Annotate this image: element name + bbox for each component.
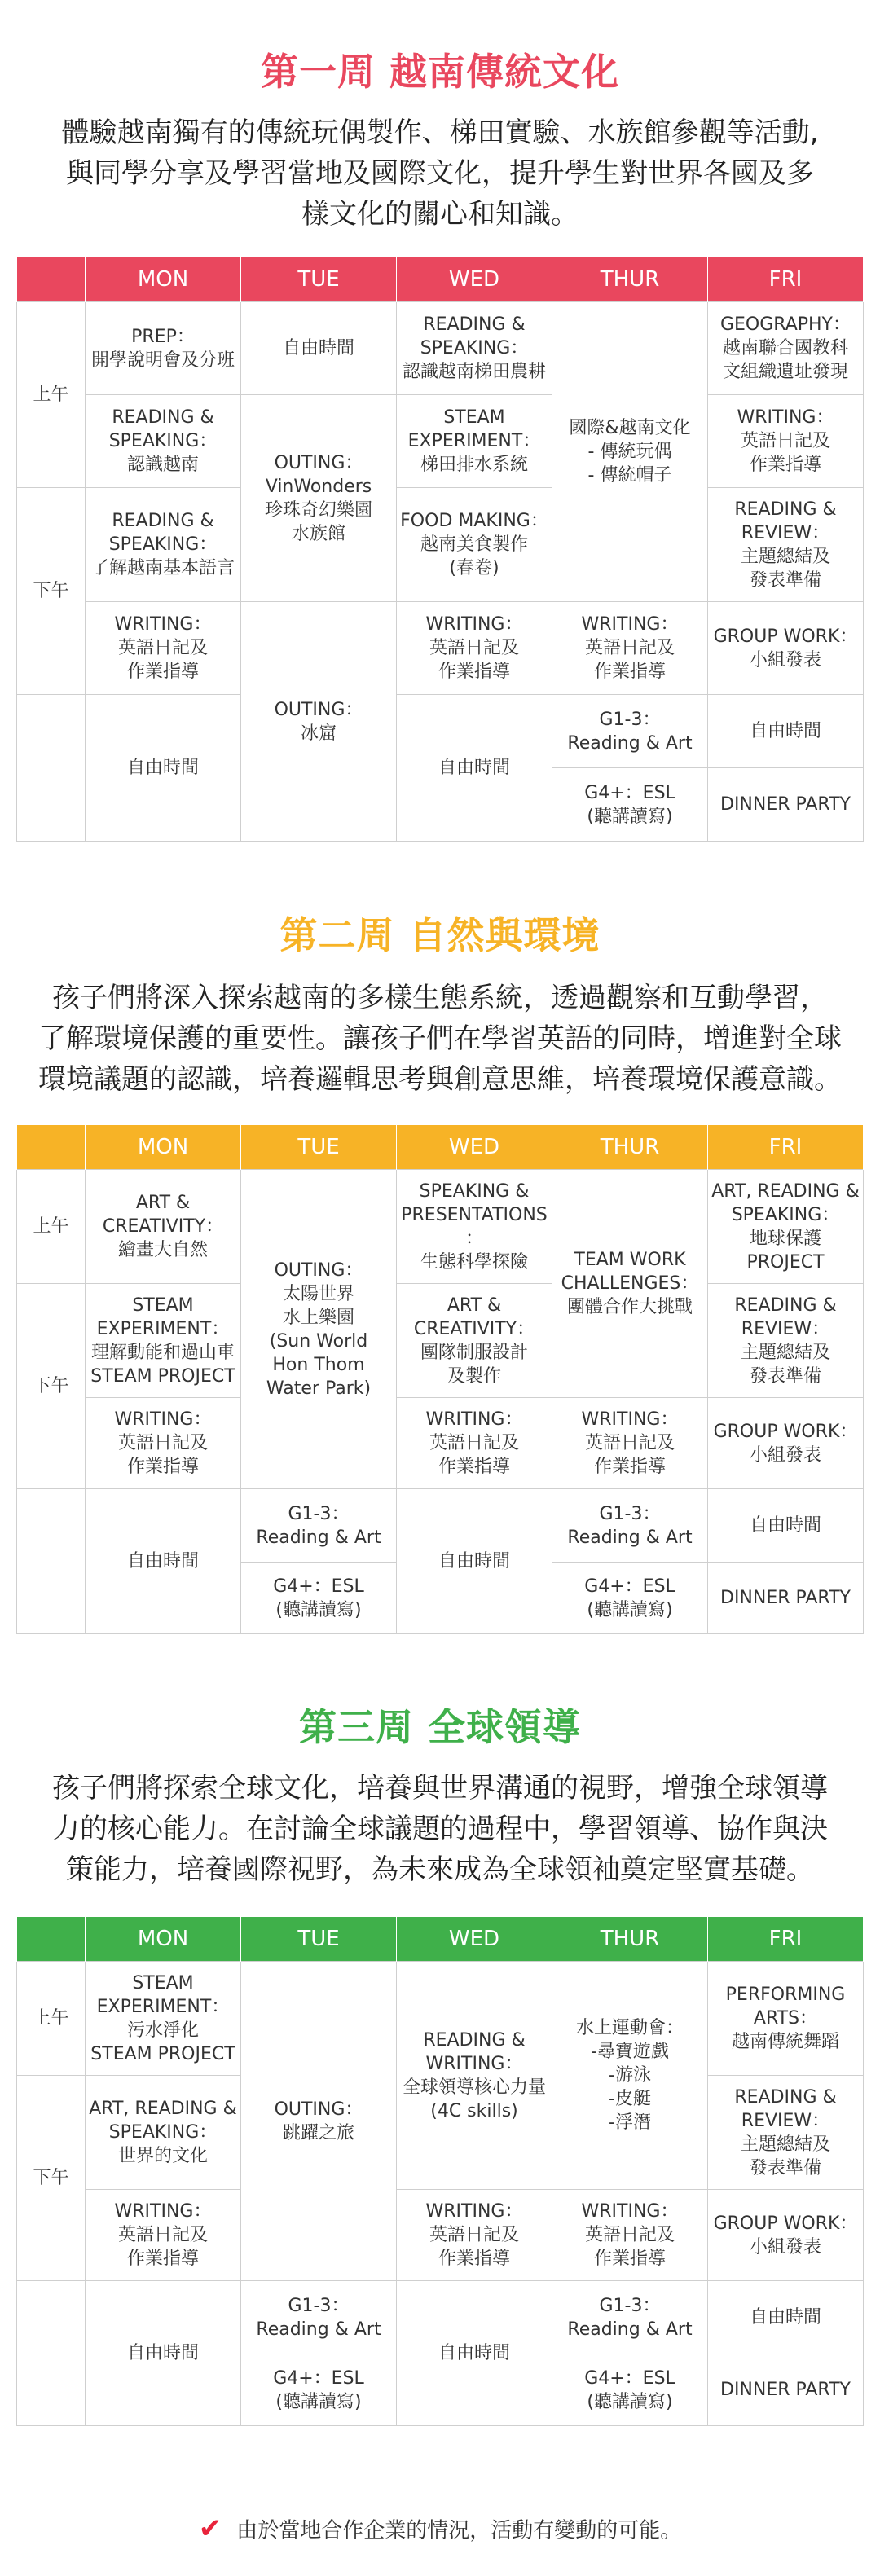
table-row [17, 695, 864, 768]
week-3-intro [33, 1768, 847, 1890]
week-2-section [0, 888, 880, 1646]
cell: WRITING： 英語日記及 作業指導 [552, 2190, 708, 2281]
cell: G1-3： Reading & Art [241, 1489, 397, 1563]
intro-line: 與同學分享及學習當地及國際文化，提升學生對世界各國及多 [66, 157, 814, 190]
footer-text: 由於當地合作企業的情況，活動有變動的可能。 [236, 2518, 682, 2543]
week-3-schedule-table [16, 1916, 864, 2426]
cell: G1-3： Reading & Art [241, 2281, 397, 2354]
cell: 自由時間 [708, 695, 864, 768]
cell: WRITING： 英語日記及 作業指導 [397, 2190, 552, 2281]
cell: 自由時間 [86, 2281, 241, 2426]
cell: 自由時間 [86, 1489, 241, 1634]
cell: 水上運動會： -尋寶遊戲 -游泳 -皮艇 -浮潛 [552, 1962, 708, 2190]
cell: STEAM EXPERIMENT： 梯田排水系統 [397, 395, 552, 488]
week-1-title: 第一周 越南傳統文化 [260, 50, 619, 94]
header-mon: MON [86, 257, 241, 302]
cell: READING & REVIEW： 主題總結及 發表準備 [708, 2076, 864, 2190]
cell: G1-3： Reading & Art [552, 1489, 708, 1563]
period-empty [17, 695, 86, 842]
period-am: 上午 [17, 1962, 86, 2076]
cell: G1-3： Reading & Art [552, 2281, 708, 2354]
cell: ART & CREATIVITY： 團隊制服設計 及製作 [397, 1284, 552, 1398]
header-mon: MON [86, 1125, 241, 1170]
cell: G4+：ESL (聽講讀寫) [241, 2354, 397, 2426]
header-tue: TUE [241, 1125, 397, 1170]
week-1-section [0, 24, 880, 839]
intro-line: 孩子們將深入探索越南的多樣生態系統，透過觀察和互動學習， [52, 982, 828, 1014]
period-am: 上午 [17, 302, 86, 488]
table-header-row [17, 1125, 864, 1170]
table-header-row [17, 1917, 864, 1962]
cell: WRITING： 英語日記及 作業指導 [552, 602, 708, 695]
cell: 自由時間 [86, 695, 241, 842]
intro-line: 了解環境保護的重要性。讓孩子們在學習英語的同時，增進對全球 [38, 1022, 842, 1055]
cell: READING & SPEAKING： 認識越南 [86, 395, 241, 488]
cell: WRITING： 英語日記及 作業指導 [708, 395, 864, 488]
cell: GROUP WORK： 小組發表 [708, 602, 864, 695]
cell: G4+：ESL (聽講讀寫) [241, 1563, 397, 1634]
cell: GROUP WORK： 小組發表 [708, 2190, 864, 2281]
week-3-section [0, 1680, 880, 2462]
table-row [17, 302, 864, 395]
header-thur: THUR [552, 257, 708, 302]
table-row [17, 1284, 864, 1398]
cell: 自由時間 [708, 1489, 864, 1563]
header-corner [17, 257, 86, 302]
cell: G4+：ESL (聽講讀寫) [552, 1563, 708, 1634]
week-2-intro [33, 978, 847, 1100]
cell: OUTING： 太陽世界 水上樂園 (Sun World Hon Thom Water Park) [241, 1170, 397, 1489]
cell: READING & SPEAKING： 認識越南梯田農耕 [397, 302, 552, 395]
cell: WRITING： 英語日記及 作業指導 [552, 1398, 708, 1489]
footer-note [0, 2512, 880, 2545]
cell: OUTING： 冰窟 [241, 602, 397, 842]
cell: STEAM EXPERIMENT： 污水淨化 STEAM PROJECT [86, 1962, 241, 2076]
week-3-title: 第三周 全球領導 [298, 1705, 581, 1749]
cell: DINNER PARTY [708, 768, 864, 842]
header-tue: TUE [241, 1917, 397, 1962]
header-wed: WED [397, 1125, 552, 1170]
cell: WRITING： 英語日記及 作業指導 [86, 2190, 241, 2281]
table-row [17, 488, 864, 602]
cell: 自由時間 [397, 2281, 552, 2426]
cell: 自由時間 [397, 695, 552, 842]
cell: 自由時間 [241, 302, 397, 395]
header-fri: FRI [708, 1917, 864, 1962]
header-fri: FRI [708, 257, 864, 302]
header-thur: THUR [552, 1125, 708, 1170]
week-1-schedule-table [16, 257, 864, 842]
intro-line: 樣文化的關心和知識。 [301, 198, 579, 231]
period-pm: 下午 [17, 488, 86, 695]
table-row [17, 2190, 864, 2281]
table-row [17, 1170, 864, 1284]
cell: STEAM EXPERIMENT： 理解動能和過山車 STEAM PROJECT [86, 1284, 241, 1398]
period-empty [17, 2281, 86, 2426]
header-thur: THUR [552, 1917, 708, 1962]
table-row [17, 2281, 864, 2354]
table-row [17, 602, 864, 695]
table-row [17, 1962, 864, 2076]
cell: 自由時間 [397, 1489, 552, 1634]
cell: READING & SPEAKING： 了解越南基本語言 [86, 488, 241, 602]
table-row [17, 395, 864, 488]
header-mon: MON [86, 1917, 241, 1962]
cell: READING & REVIEW： 主題總結及 發表準備 [708, 1284, 864, 1398]
check-icon: ✔ [198, 2512, 222, 2545]
period-empty [17, 1489, 86, 1634]
header-fri: FRI [708, 1125, 864, 1170]
intro-line: 力的核心能力。在討論全球議題的過程中，學習領導、協作與決 [52, 1813, 828, 1845]
cell: READING & REVIEW： 主題總結及 發表準備 [708, 488, 864, 602]
cell: PREP： 開學說明會及分班 [86, 302, 241, 395]
table-header-row [17, 257, 864, 302]
header-wed: WED [397, 257, 552, 302]
intro-line: 孩子們將探索全球文化，培養與世界溝通的視野，增強全球領導 [52, 1772, 828, 1805]
cell: DINNER PARTY [708, 1563, 864, 1634]
cell: ART, READING & SPEAKING： 地球保護 PROJECT [708, 1170, 864, 1284]
cell: WRITING： 英語日記及 作業指導 [397, 1398, 552, 1489]
table-row [17, 1489, 864, 1563]
cell: WRITING： 英語日記及 作業指導 [86, 602, 241, 695]
week-2-title: 第二周 自然與環境 [279, 913, 601, 957]
intro-line: 體驗越南獨有的傳統玩偶製作、梯田實驗、水族館參觀等活動, [61, 116, 819, 149]
header-tue: TUE [241, 257, 397, 302]
cell: PERFORMING ARTS： 越南傳統舞蹈 [708, 1962, 864, 2076]
cell: GROUP WORK： 小組發表 [708, 1398, 864, 1489]
cell: WRITING： 英語日記及 作業指導 [397, 602, 552, 695]
cell: TEAM WORK CHALLENGES： 團體合作大挑戰 [552, 1170, 708, 1398]
header-corner [17, 1917, 86, 1962]
week-1-intro [33, 112, 847, 235]
cell: G4+：ESL (聽講讀寫) [552, 768, 708, 842]
week-2-schedule-table [16, 1124, 864, 1634]
intro-line: 策能力，培養國際視野，為未來成為全球領袖奠定堅實基礎。 [66, 1853, 814, 1886]
cell: 自由時間 [708, 2281, 864, 2354]
cell: GEOGRAPHY： 越南聯合國教科 文組織遺址發現 [708, 302, 864, 395]
cell: ART, READING & SPEAKING： 世界的文化 [86, 2076, 241, 2190]
cell: OUTING： 跳躍之旅 [241, 1962, 397, 2281]
cell: DINNER PARTY [708, 2354, 864, 2426]
period-am: 上午 [17, 1170, 86, 1284]
cell: ART & CREATIVITY： 繪畫大自然 [86, 1170, 241, 1284]
header-wed: WED [397, 1917, 552, 1962]
cell: READING & WRITING： 全球領導核心力量 (4C skills) [397, 1962, 552, 2190]
cell: G1-3： Reading & Art [552, 695, 708, 768]
cell: SPEAKING & PRESENTATIONS： 生態科學探險 [397, 1170, 552, 1284]
cell: OUTING： VinWonders 珍珠奇幻樂園 水族館 [241, 395, 397, 602]
table-row [17, 1398, 864, 1489]
period-pm: 下午 [17, 2076, 86, 2281]
cell: FOOD MAKING： 越南美食製作 (春卷) [397, 488, 552, 602]
header-corner [17, 1125, 86, 1170]
intro-line: 環境議題的認識，培養邏輯思考與創意思維，培養環境保護意識。 [38, 1063, 842, 1096]
period-pm: 下午 [17, 1284, 86, 1489]
cell: WRITING： 英語日記及 作業指導 [86, 1398, 241, 1489]
cell: G4+：ESL (聽講讀寫) [552, 2354, 708, 2426]
cell: 國際&越南文化 - 傳統玩偶 - 傳統帽子 [552, 302, 708, 602]
